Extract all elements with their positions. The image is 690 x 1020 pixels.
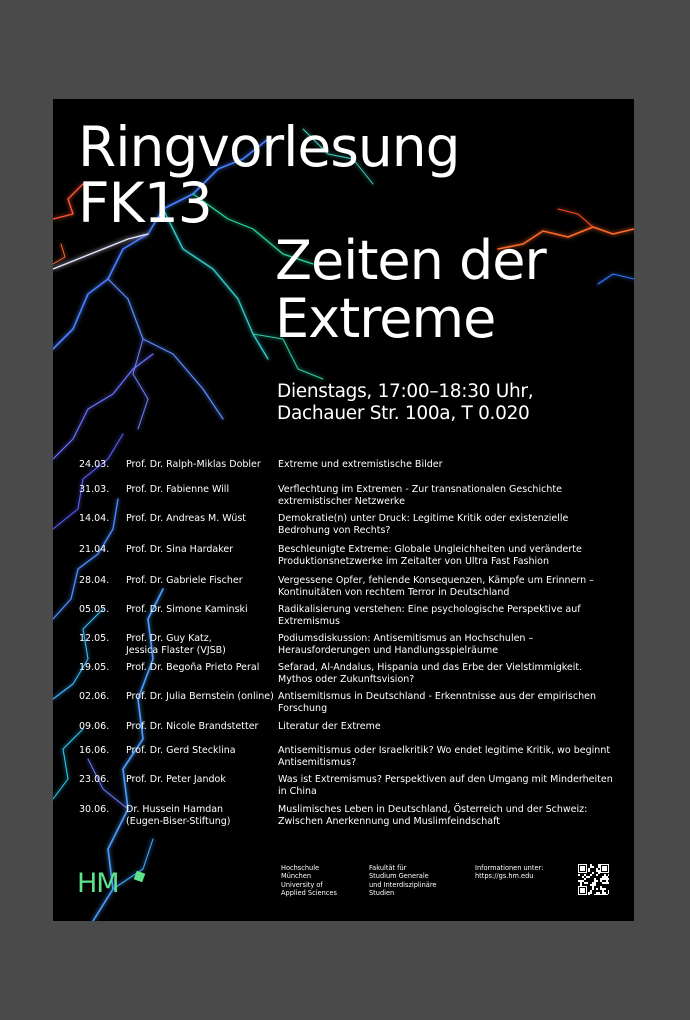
schedule-date: 09.06. [79,721,110,732]
schedule-speaker: Prof. Dr. Simone Kaminski [126,604,248,615]
subtitle-line1: Zeiten der [275,229,546,292]
qr-code-icon[interactable] [578,864,609,895]
schedule-date: 21.04. [79,544,110,555]
schedule-date: 30.06. [79,804,110,815]
schedule-speaker: Prof. Dr. Fabienne Will [126,484,230,495]
schedule-topic: Demokratie(n) unter Druck: Legitime Kritik oder existenzielle Bedrohung von Rechts? [278,513,569,536]
schedule-speaker: Prof. Dr. Ralph-Miklas Dobler [126,459,261,470]
event-info [277,381,533,425]
poster [53,99,634,921]
schedule-topic: Was ist Extremismus? Perspektiven auf den Umgang mit Minderheiten in China [278,774,613,797]
schedule-date: 31.03. [79,484,110,495]
schedule-speaker: Prof. Dr. Andreas M. Wüst [126,513,247,524]
schedule-topic: Verflechtung im Extremen - Zur transnationalen Geschichte extremistischer Netzwerke [278,484,562,507]
schedule-speaker: Prof. Dr. Julia Bernstein (online) [126,691,274,702]
event-time: Dienstags, 17:00–18:30 Uhr, [277,381,534,402]
schedule-speaker: Prof. Dr. Sina Hardaker [126,544,234,555]
school-name: Hochschule München University of Applied Sciences [281,864,337,898]
subtitle-line2: Extreme [275,287,496,350]
schedule-speaker: Prof. Dr. Begoña Prieto Peral [126,662,260,673]
schedule-topic: Antisemitismus in Deutschland - Erkenntnisse aus der empirischen Forschung [278,691,596,714]
schedule-date: 14.04. [79,513,110,524]
schedule-topic: Beschleunigte Extreme: Globale Ungleichheiten und veränderte Produktionsnetzwerke im Zeitalter von Ultra Fast Fashion [278,544,582,567]
faculty-name: Fakultät für Studium Generale und Interdisziplinäre Studien [369,864,437,898]
schedule-date: 28.04. [79,575,110,586]
schedule-speaker: Prof. Dr. Peter Jandok [126,774,226,785]
info-link[interactable]: Informationen unter: https://gs.hm.edu [475,864,544,881]
title-line2: FK13 [78,171,212,235]
schedule-speaker: Dr. Hussein Hamdan (Eugen-Biser-Stiftung) [126,804,231,827]
schedule-date: 16.06. [79,745,110,756]
schedule-topic: Muslimisches Leben in Deutschland, Österreich und der Schweiz: Zwischen Anerkennung und Muslimfeindschaft [278,804,588,827]
schedule-date: 24.03. [79,459,110,470]
schedule-topic: Vergessene Opfer, fehlende Konsequenzen, Kämpfe um Erinnern – Kontinuitäten von rechtem Terror in Deutschland [278,575,594,598]
schedule-speaker: Prof. Dr. Guy Katz, Jessica Flaster (VJSB) [126,633,226,656]
schedule-speaker: Prof. Dr. Gabriele Fischer [126,575,243,586]
poster-title [78,115,460,235]
event-location: Dachauer Str. 100a, T 0.020 [277,403,530,424]
schedule-date: 05.05. [79,604,110,615]
schedule-date: 12.05. [79,633,110,644]
schedule-date: 23.06. [79,774,110,785]
schedule-topic: Literatur der Extreme [278,721,381,732]
hm-logo: HM [77,868,119,899]
schedule-topic: Extreme und extremistische Bilder [278,459,443,470]
schedule-date: 02.06. [79,691,110,702]
schedule-speaker: Prof. Dr. Gerd Stecklina [126,745,236,756]
schedule-date: 19.05. [79,662,110,673]
schedule-topic: Sefarad, Al-Andalus, Hispania und das Erbe der Vielstimmigkeit. Mythos oder Zukunftsvision? [278,662,583,685]
schedule-topic: Radikalisierung verstehen: Eine psychologische Perspektive auf Extremismus [278,604,581,627]
schedule-topic: Podiumsdiskussion: Antisemitismus an Hochschulen – Herausforderungen und Handlungsspielräume [278,633,534,656]
poster-subtitle [275,229,546,350]
schedule-speaker: Prof. Dr. Nicole Brandstetter [126,721,259,732]
title-line1: Ringvorlesung [78,115,460,179]
schedule-topic: Antisemitismus oder Israelkritik? Wo endet legitime Kritik, wo beginnt Antisemitismus? [278,745,611,768]
